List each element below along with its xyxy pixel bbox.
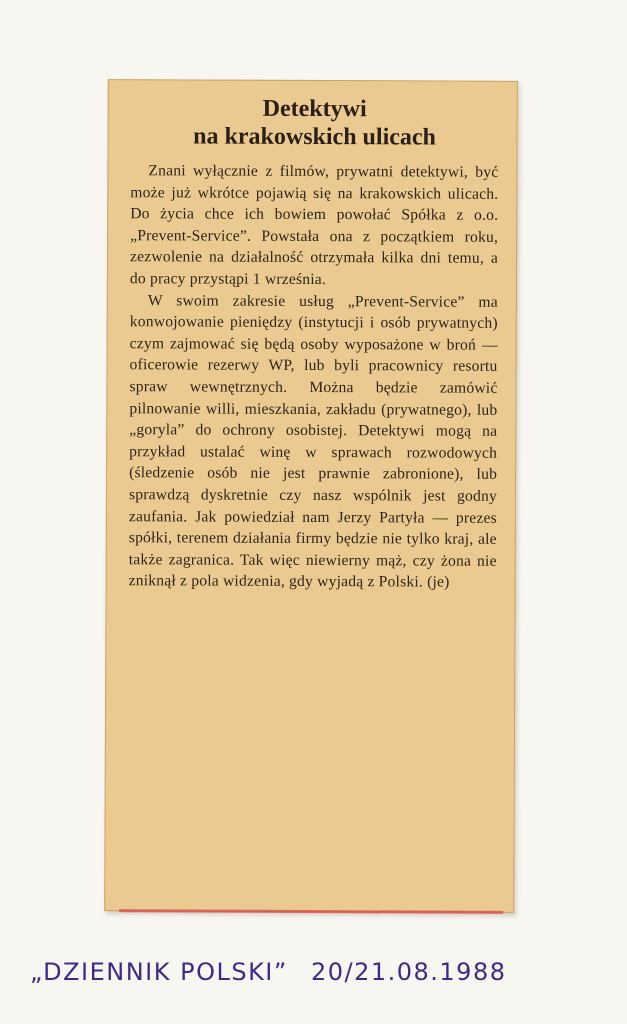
article-body — [129, 160, 499, 593]
handwritten-caption — [30, 958, 590, 986]
article-paragraph-2: W swoim zakresie usług „Prevent-Service” ma konwojowanie pieniędzy (instytucji i osób prywatnych) czym zajmować się będą osoby wyposażone w broń — oficerowie rezerwy WP, lub byli pracownicy resortu spraw wewnętrznych. Można będzie zamówić pilnowanie willi, mieszkania, zakładu (prywatnego), lub „goryla” do ochrony osobistej. Detektywi mogą na przykład ustalać winę w sprawach rozwodowych (śledzenie osób nie jest prawnie zabronione), lub sprawdzą dyskretnie czy nasz wspólnik jest godny zaufania. Jak powiedział nam Jerzy Partyła — prezes spółki, terenem działania firmy będzie nie tylko kraj, ale także zagranica. Tak więc niewierny mąż, czy żona nie zniknął z pola widzenia, gdy wyjadą z Polski. (je) — [128, 291, 498, 591]
headline-line-1: Detektywi — [262, 95, 367, 123]
article-paragraph-1: Znani wyłącznie z filmów, prywatni detektywi, być może już wkrótce pojawią się na krakowskich ulicach. Do życia chce ich bowiem powołać Spółka z o.o. „Prevent-Service”. Powstała ona z początkiem roku, zezwolenie na działalność otrzymała kilka dni temu, a do pracy przystąpi 1 września. — [129, 162, 499, 289]
article-headline — [131, 94, 499, 152]
caption-source: „DZIENNIK POLSKI” — [30, 958, 288, 986]
newspaper-clipping — [104, 79, 518, 913]
headline-line-2: na krakowskich ulicach — [193, 123, 436, 151]
caption-date: 20/21.08.1988 — [310, 958, 507, 986]
